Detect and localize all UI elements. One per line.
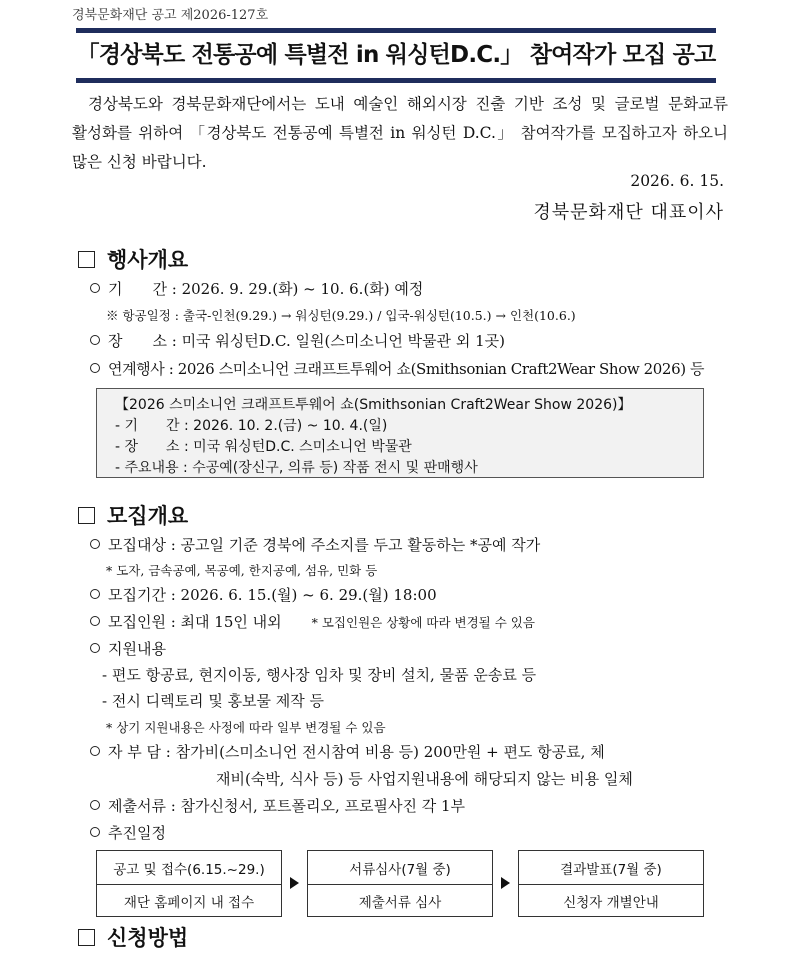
circle-bullet-icon [90,746,100,756]
arrow-right-icon [501,877,510,889]
square-bullet-icon [78,507,95,524]
craft2wear-info-box [96,388,704,478]
circle-bullet-icon [90,335,100,345]
flow-step-announce [96,850,282,917]
support-item-2: - 전시 디렉토리 및 홍보물 제작 등 [102,692,325,710]
circle-bullet-icon [90,283,100,293]
recruit-target-note: * 도자, 금속공예, 목공예, 한지공예, 섬유, 민화 등 [106,563,378,578]
square-bullet-icon [78,929,95,946]
intro-paragraph: 경상북도와 경북문화재단에서는 도내 예술인 해외시장 진출 기반 조성 및 글로벌 문화교류 활성화를 위하여 「경상북도 전통공예 특별전 in 워싱턴 D.C.」 참여작가를 모집하고자 하오니 많은 신청 바랍니다. [72,95,728,171]
related-event-text: 연계행사 : 2026 스미소니언 크래프트투웨어 쇼(Smithsonian Craft2Wear Show 2026) 등 [108,360,705,378]
flight-schedule-note: ※ 항공일정 : 출국-인천(9.29.) → 워싱턴(9.29.) / 입국-워싱턴(10.5.) → 인천(10.6.) [106,308,576,323]
circle-bullet-icon [90,539,100,549]
circle-bullet-icon [90,827,100,837]
flow-step-title: 서류심사(7월 중) [308,851,492,885]
title-bottom-rule [76,78,716,83]
event-place [90,330,505,351]
section-heading: 신청방법 [107,926,189,950]
event-place-text: 장 소 : 미국 워싱턴D.C. 일원(스미소니언 박물관 외 1곳) [108,332,505,350]
self-payment-continued: 재비(숙박, 식사 등) 등 사업지원내용에 해당되지 않는 비용 일체 [216,770,633,788]
recruit-period [90,584,437,605]
flow-step-review [307,850,493,917]
recruit-period-text: 모집기간 : 2026. 6. 15.(월) ~ 6. 29.(월) 18:00 [108,586,437,604]
flow-step-desc: 신청자 개별안내 [563,894,659,911]
event-period [90,278,423,299]
self-payment [90,741,605,762]
notice-title: 「경상북도 전통공예 특별전 in 워싱턴D.C.」 참여작가 모집 공고 [76,42,716,68]
box-place: - 장 소 : 미국 워싱턴D.C. 스미소니언 박물관 [115,439,412,455]
circle-bullet-icon [90,589,100,599]
section-heading: 모집개요 [107,504,189,528]
issuer: 경북문화재단 대표이사 [533,202,724,223]
flow-step-title: 공고 및 접수(6.15.~29.) [97,851,281,885]
box-content: - 주요내용 : 수공예(장신구, 의류 등) 작품 전시 및 판매행사 [115,460,478,476]
flow-step-desc: 재단 홈페이지 내 접수 [123,894,255,911]
submission-documents-text: 제출서류 : 참가신청서, 포트폴리오, 프로필사진 각 1부 [108,797,466,815]
title-top-rule [76,28,716,33]
announcement-number: 경북문화재단 공고 제2026-127호 [72,8,269,23]
schedule [90,822,166,843]
self-payment-text: 자 부 담 : 참가비(스미소니언 전시참여 비용 등) 200만원 + 편도 항공료, 체 [108,743,605,761]
recruit-target [90,534,540,555]
flow-step-desc: 제출서류 심사 [358,894,442,911]
circle-bullet-icon [90,643,100,653]
recruit-headcount [90,611,535,632]
recruit-target-text: 모집대상 : 공고일 기준 경북에 주소지를 두고 활동하는 *공예 작가 [108,536,541,554]
section-event-overview [78,244,188,274]
support-note: * 상기 지원내용은 사정에 따라 일부 변경될 수 있음 [106,720,386,735]
headcount-note: * 모집인원은 상황에 따라 변경될 수 있음 [311,615,535,630]
support-item-1: - 편도 항공료, 현지이동, 행사장 임차 및 장비 설치, 물품 운송료 등 [102,666,537,684]
support-content-text: 지원내용 [108,640,166,658]
box-title: 【2026 스미소니언 크래프트투웨어 쇼(Smithsonian Craft2Wear Show 2026)】 [115,397,632,413]
section-recruit-overview [78,500,188,530]
section-heading: 행사개요 [107,248,189,272]
notice-date: 2026. 6. 15. [630,172,724,190]
flow-step-title: 결과발표(7월 중) [519,851,703,885]
circle-bullet-icon [90,363,100,373]
recruit-headcount-text: 모집인원 : 최대 15인 내외 [108,613,282,631]
related-event [90,358,704,379]
support-content [90,638,166,659]
arrow-right-icon [290,877,299,889]
schedule-text: 추진일정 [108,824,166,842]
circle-bullet-icon [90,616,100,626]
submission-documents [90,795,465,816]
square-bullet-icon [78,251,95,268]
circle-bullet-icon [90,800,100,810]
box-period: - 기 간 : 2026. 10. 2.(금) ~ 10. 4.(일) [115,418,388,434]
event-period-text: 기 간 : 2026. 9. 29.(화) ~ 10. 6.(화) 예정 [108,280,424,298]
flow-step-result [518,850,704,917]
section-application-method [78,922,188,952]
